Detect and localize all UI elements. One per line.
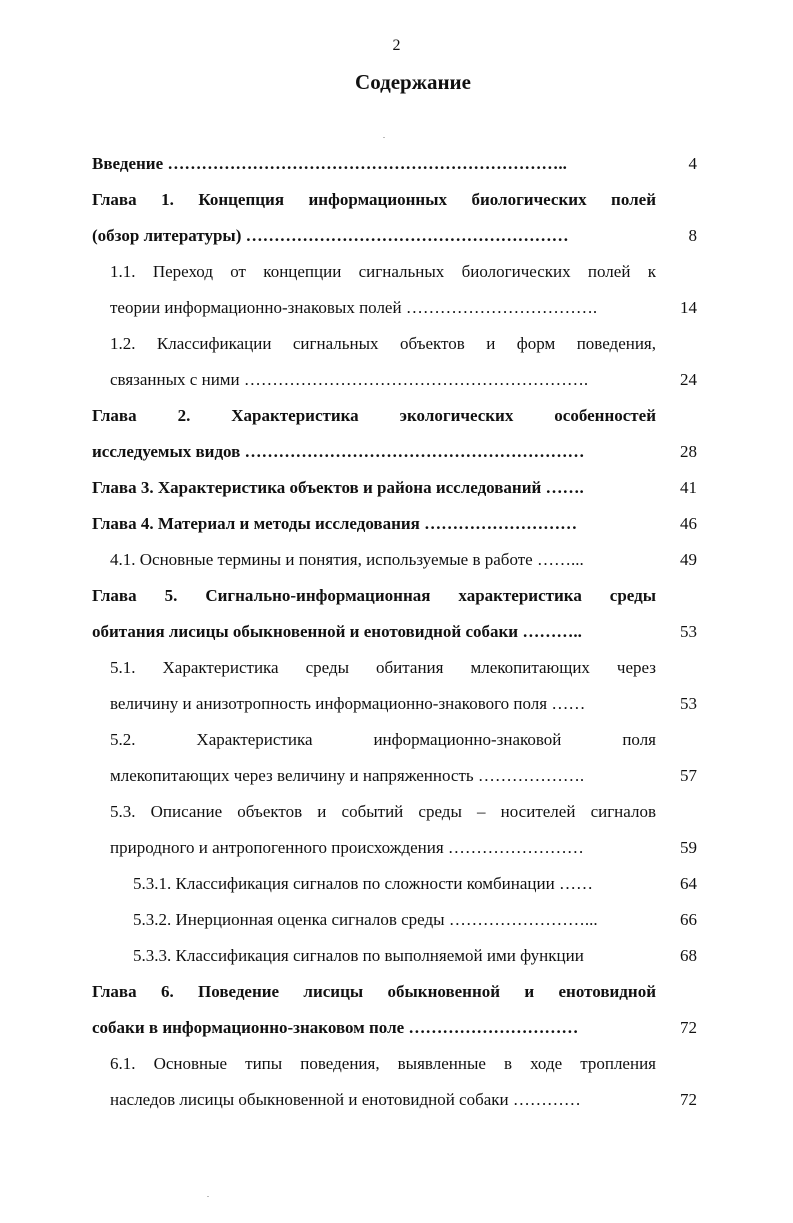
toc-entry-line: теории информационно-знаковых полей ……………………………. — [110, 298, 598, 317]
toc-entry-page-number: 14 — [680, 298, 697, 317]
toc-entry-page-number: 24 — [680, 370, 697, 389]
toc-entry-page-number: 64 — [680, 874, 697, 893]
toc-entry-title — [110, 722, 656, 794]
toc-entry-line: 5.3.2. Инерционная оценка сигналов среды ……………………... — [133, 910, 598, 929]
toc-entry-page-number: 4 — [688, 154, 697, 173]
toc-entry-title — [92, 506, 656, 542]
toc-entry-line: 4.1. Основные термины и понятия, используемые в работе ……... — [110, 550, 584, 569]
toc-entry-page-number: 49 — [680, 550, 697, 569]
toc-entry-line: величину и анизотропность информационно-знакового поля …… — [110, 694, 586, 713]
toc-entry[interactable] — [92, 470, 697, 506]
toc-entry-page-number: 66 — [680, 910, 697, 929]
toc-entry-line: 1.1. Переход от концепции сигнальных биологических полей к — [110, 262, 656, 281]
toc-entry[interactable] — [92, 542, 697, 578]
toc-entry-title — [110, 1046, 656, 1118]
toc-entry-title — [92, 146, 656, 182]
toc-entry-title — [92, 974, 656, 1046]
toc-entry-line: Глава 1. Концепция информационных биологических полей — [92, 190, 656, 209]
page-number: 2 — [392, 37, 401, 54]
toc-entry-title — [133, 866, 656, 902]
toc-entry[interactable] — [92, 398, 697, 470]
toc-entry-line: Глава 6. Поведение лисицы обыкновенной и енотовидной — [92, 982, 656, 1001]
toc-entry-line: Введение …………………………………………………………….. — [92, 154, 567, 173]
toc-entry-page-number: 72 — [680, 1090, 697, 1109]
toc-entry-line: связанных с ними ……………………………………………………. — [110, 370, 589, 389]
toc-entry[interactable] — [92, 578, 697, 650]
toc-entry-page-number: 57 — [680, 766, 697, 785]
toc-entry-line: природного и антропогенного происхождения …………………… — [110, 838, 584, 857]
toc-entry-line: обитания лисицы обыкновенной и енотовидной собаки ……….. — [92, 622, 582, 641]
toc-entry[interactable] — [92, 722, 697, 794]
toc-entry[interactable] — [92, 182, 697, 254]
toc-entry[interactable] — [92, 326, 697, 398]
table-of-contents — [92, 146, 697, 1118]
toc-entry-line: 5.3.1. Классификация сигналов по сложности комбинации …… — [133, 874, 593, 893]
toc-entry-line: 1.2. Классификации сигнальных объектов и форм поведения, — [110, 334, 656, 353]
toc-entry-page-number: 53 — [680, 622, 697, 641]
toc-entry-title — [92, 398, 656, 470]
toc-entry-line: 6.1. Основные типы поведения, выявленные в ходе тропления — [110, 1054, 656, 1073]
toc-entry[interactable] — [92, 650, 697, 722]
toc-entry-title — [110, 542, 656, 578]
page-title: Содержание — [355, 70, 471, 94]
toc-entry-line: Глава 2. Характеристика экологических особенностей — [92, 406, 656, 425]
toc-entry-title — [110, 794, 656, 866]
toc-entry-line: 5.3.3. Классификация сигналов по выполняемой ими функции — [133, 946, 584, 965]
toc-entry-line: 5.1. Характеристика среды обитания млекопитающих через — [110, 658, 656, 677]
toc-entry[interactable] — [92, 902, 697, 938]
toc-entry[interactable] — [92, 1046, 697, 1118]
toc-entry-line: (обзор литературы) ………………………………………………… — [92, 226, 569, 245]
toc-entry-page-number: 53 — [680, 694, 697, 713]
toc-entry[interactable] — [92, 254, 697, 326]
toc-entry-page-number: 41 — [680, 478, 697, 497]
toc-entry[interactable] — [92, 938, 697, 974]
toc-entry-title — [92, 578, 656, 650]
toc-entry-title — [110, 326, 656, 398]
toc-entry-line: наследов лисицы обыкновенной и енотовидной собаки ………… — [110, 1090, 581, 1109]
toc-entry-page-number: 8 — [688, 226, 697, 245]
toc-entry[interactable] — [92, 146, 697, 182]
toc-entry-title — [92, 470, 656, 506]
toc-entry[interactable] — [92, 974, 697, 1046]
toc-entry-line: исследуемых видов …………………………………………………… — [92, 442, 585, 461]
toc-entry[interactable] — [92, 794, 697, 866]
toc-entry-line: Глава 3. Характеристика объектов и района исследований ……. — [92, 478, 584, 497]
toc-entry-line: млекопитающих через величину и напряженность ………………. — [110, 766, 585, 785]
toc-entry-line: Глава 5. Сигнально-информационная характеристика среды — [92, 586, 656, 605]
toc-entry[interactable] — [92, 506, 697, 542]
toc-entry-line: 5.2. Характеристика информационно-знаковой поля — [110, 730, 656, 749]
toc-entry-page-number: 28 — [680, 442, 697, 461]
toc-entry-line: 5.3. Описание объектов и событий среды – носителей сигналов — [110, 802, 656, 821]
toc-entry-title — [92, 182, 656, 254]
toc-entry-page-number: 68 — [680, 946, 697, 965]
toc-entry[interactable] — [92, 866, 697, 902]
toc-entry-title — [110, 254, 656, 326]
toc-entry-line: Глава 4. Материал и методы исследования ……………………… — [92, 514, 578, 533]
toc-entry-title — [133, 902, 656, 938]
scan-speck — [383, 137, 385, 138]
toc-entry-page-number: 46 — [680, 514, 697, 533]
toc-entry-title — [133, 938, 656, 974]
toc-entry-line: собаки в информационно-знаковом поле ………………………… — [92, 1018, 579, 1037]
scan-speck — [207, 1196, 209, 1197]
toc-entry-page-number: 59 — [680, 838, 697, 857]
toc-entry-page-number: 72 — [680, 1018, 697, 1037]
toc-entry-title — [110, 650, 656, 722]
